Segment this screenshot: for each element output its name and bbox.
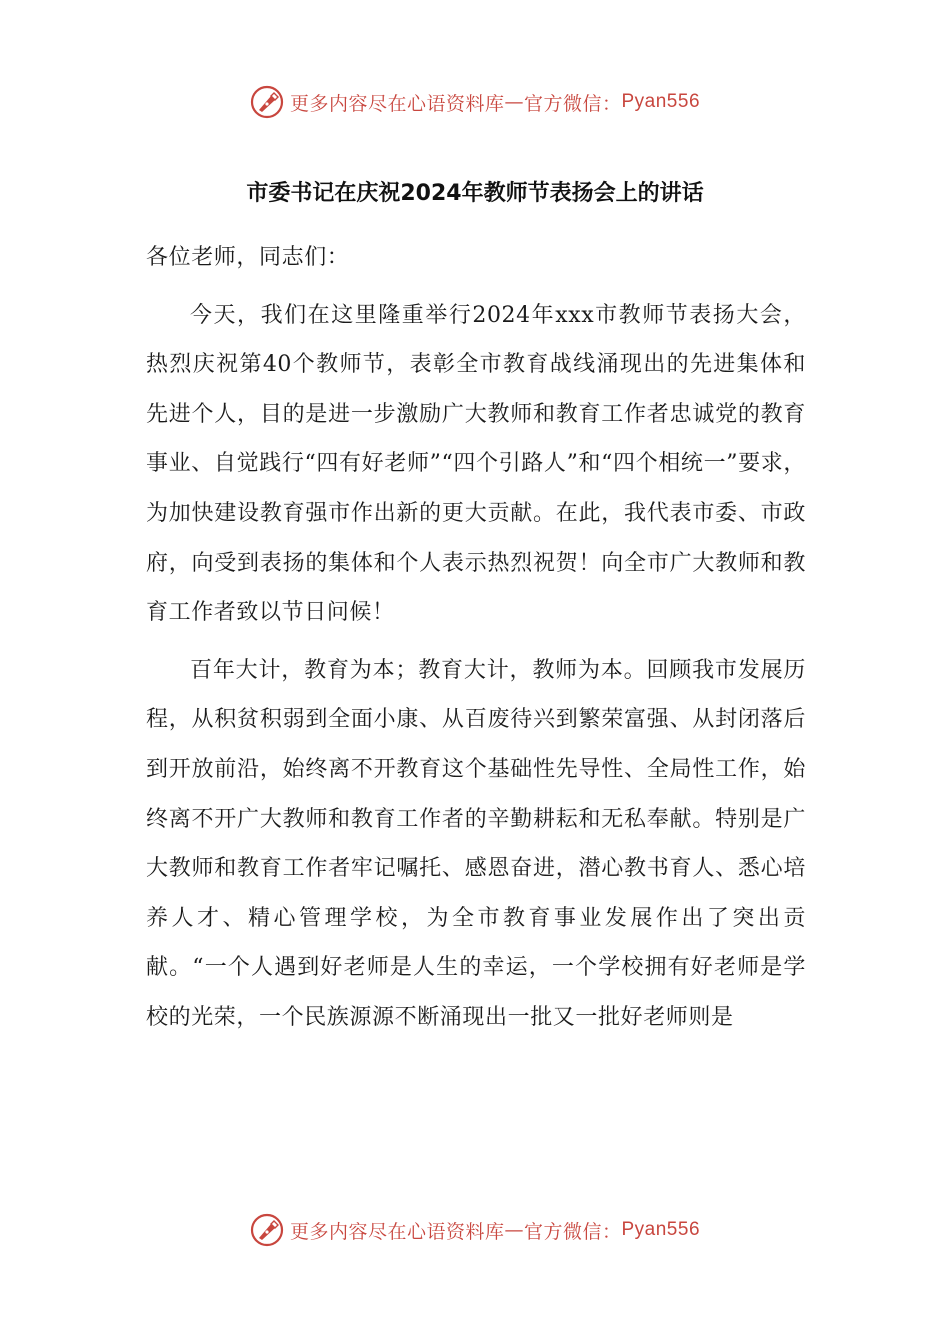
pen-nib-circle-icon (250, 85, 284, 119)
salutation: 各位老师，同志们： (146, 245, 350, 270)
banner-wechat-id: Pyan556 (621, 91, 701, 112)
pen-nib-circle-icon (250, 1213, 284, 1247)
footer-banner (0, 1210, 950, 1250)
document-body (146, 233, 806, 1051)
header-banner (0, 82, 950, 122)
document-title: 市委书记在庆祝2024年教师节表扬会上的讲话 (246, 181, 704, 206)
banner-wechat-label: 官方微信： (523, 92, 622, 115)
banner-wechat-id: Pyan556 (621, 1219, 701, 1240)
banner-separator: — (504, 91, 524, 113)
banner-brand-text: 更多内容尽在心语资料库 (289, 92, 505, 115)
banner-wechat-label: 官方微信： (523, 1220, 622, 1243)
banner-brand-text: 更多内容尽在心语资料库 (289, 1220, 505, 1243)
paragraph-2: 百年大计，教育为本；教育大计，教师为本。回顾我市发展历程，从积贫积弱到全面小康、从百废待兴到繁荣富强、从封闭落后到开放前沿，始终离不开教育这个基础性先导性、全局性工作，始终离不开广大教师和教育工作者的辛勤耕耘和无私奉献。特别是广大教师和教育工作者牢记嘱托、感恩奋进，潜心教书育人、悉心培养人才、精心管理学校，为全市教育事业发展作出了突出贡献。“一个人遇到好老师是人生的幸运，一个学校拥有好老师是学校的光荣，一个民族源源不断涌现出一批又一批好老师则是 (146, 657, 806, 1030)
paragraph-1: 今天，我们在这里隆重举行2024年xxx市教师节表扬大会，热烈庆祝第40个教师节，表彰全市教育战线涌现出的先进集体和先进个人，目的是进一步激励广大教师和教育工作者忠诚党的教育事业、自觉践行“四有好老师”“四个引路人”和“四个相统一”要求，为加快建设教育强市作出新的更大贡献。在此，我代表市委、市政府，向受到表扬的集体和个人表示热烈祝贺！向全市广大教师和教育工作者致以节日问候！ (146, 302, 806, 626)
banner-separator: — (504, 1219, 524, 1241)
